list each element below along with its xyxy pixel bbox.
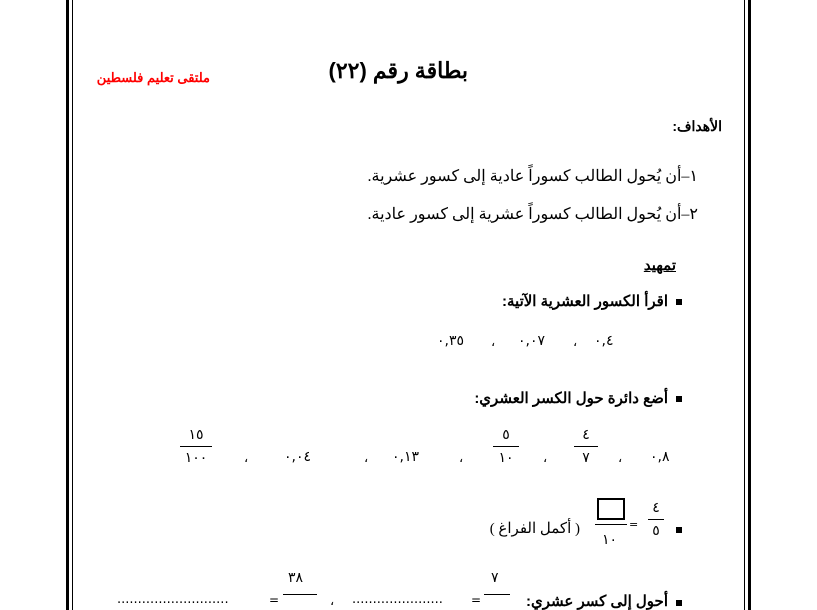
q1-value-2: ٠,٠٧ — [518, 333, 546, 349]
q2-separator-3: ، — [459, 451, 464, 466]
page-border-left-inner — [72, 0, 73, 610]
q2-bullet — [676, 396, 682, 402]
site-name: ملتقى تعليم فلسطين — [96, 70, 210, 85]
q4-answer-blank-1[interactable]: ...................... — [352, 592, 443, 607]
q4-equals-1: = — [471, 593, 482, 607]
q1-separator-2: ، — [491, 335, 496, 350]
page-border-right-inner — [744, 0, 745, 610]
q2-separator-5: ، — [244, 451, 249, 466]
q1-value-1: ٠,٤ — [594, 333, 614, 349]
q4-equals-2: = — [269, 593, 280, 607]
q2-separator-1: ، — [618, 451, 623, 466]
page-border-left-outer — [66, 0, 69, 610]
q4-frac2-numerator: ٣٨ — [288, 570, 304, 586]
q3-rhs-bar — [595, 524, 627, 525]
q4-label: أحول إلى كسر عشري: — [526, 593, 668, 610]
q4-answer-blank-2[interactable]: ........................... — [117, 592, 229, 607]
q3-rhs-denominator: ١٠ — [602, 532, 618, 548]
q2-label: أضع دائرة حول الكسر العشري: — [474, 390, 668, 407]
q3-bullet — [676, 527, 682, 533]
objective-item-1: ١–أن يُحول الطالب كسوراً عادية إلى كسور عشرية. — [367, 168, 698, 185]
q4-separator: ، — [330, 594, 335, 609]
q1-separator-1: ، — [573, 335, 578, 350]
q3-equals: = — [629, 518, 639, 531]
q1-value-3: ٠,٣٥ — [437, 333, 465, 349]
q4-frac2-bar — [283, 594, 317, 595]
card-title: بطاقة رقم (٢٢) — [328, 58, 468, 83]
q3-instruction: ( أكمل الفراغ ) — [489, 521, 580, 537]
q2-item-decimal-3: ٠,٠٤ — [284, 449, 312, 465]
q4-bullet — [676, 600, 682, 606]
q2-item-decimal-1: ٠,٨ — [650, 449, 670, 465]
q1-bullet — [676, 299, 682, 305]
q1-label: اقرأ الكسور العشرية الآتية: — [502, 293, 668, 310]
q2-item-fraction-3: ١٥ ١٠٠ — [180, 426, 212, 467]
q4-frac1-numerator: ٧ — [491, 570, 499, 586]
q2-item-decimal-2: ٠,١٣ — [392, 449, 420, 465]
q3-lhs-fraction: ٤ ٥ — [648, 499, 664, 540]
objectives-heading: الأهداف: — [672, 118, 722, 134]
objective-item-2: ٢–أن يُحول الطالب كسوراً عشرية إلى كسور عادية. — [367, 206, 698, 223]
q2-separator-2: ، — [543, 451, 548, 466]
q3-answer-box[interactable] — [597, 498, 625, 520]
intro-heading: تمهيد — [643, 257, 676, 274]
q2-item-fraction-2: ٥ ١٠ — [493, 426, 519, 467]
q2-separator-4: ، — [364, 451, 369, 466]
q2-item-fraction-1: ٤ ٧ — [574, 426, 598, 467]
q4-frac1-bar — [484, 594, 510, 595]
page-border-right-outer — [748, 0, 751, 610]
